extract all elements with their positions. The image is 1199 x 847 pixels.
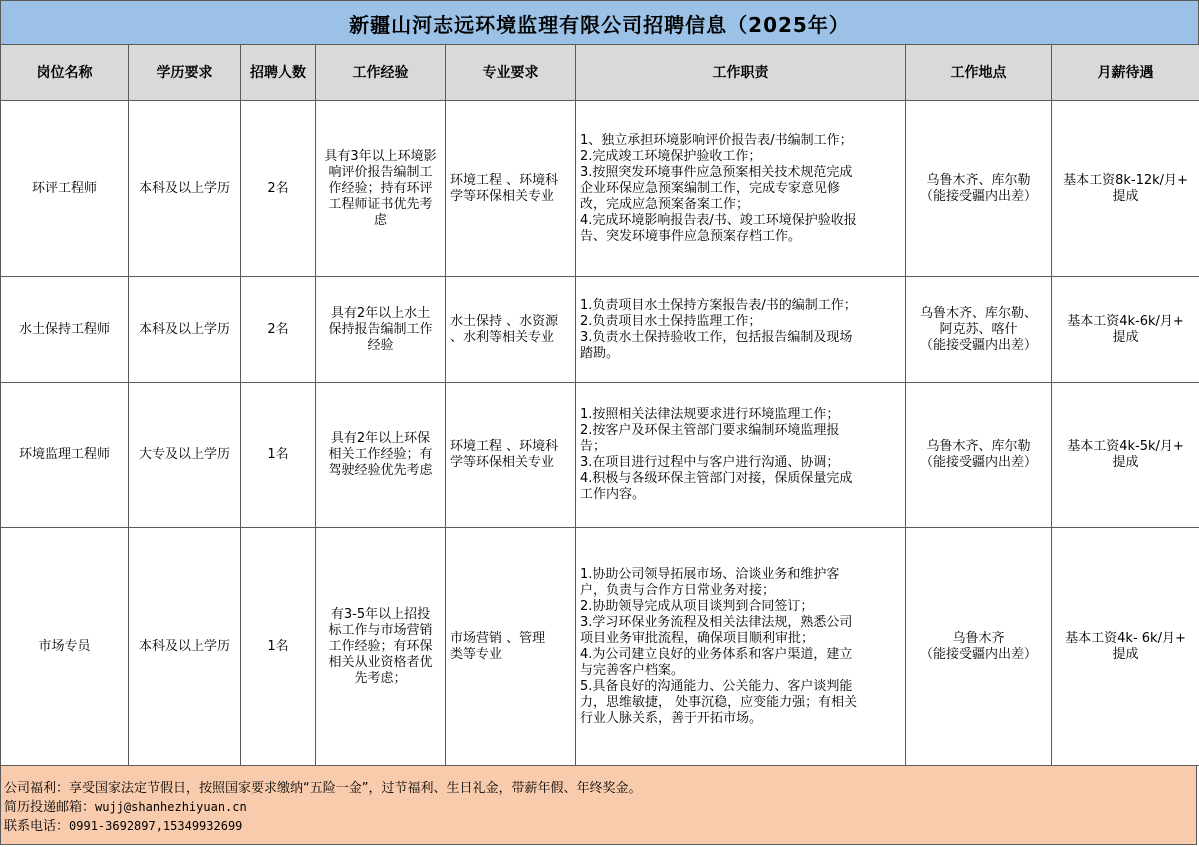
- salary-line: 基本工资8k-12k/月+: [1063, 172, 1188, 188]
- major-requirement-line: 水土保持 、水资源: [450, 313, 559, 329]
- major-requirement: [446, 101, 576, 277]
- work-location-line: （能接受疆内出差）: [919, 646, 1037, 662]
- salary-line: 基本工资4k- 6k/月+: [1065, 630, 1186, 646]
- education-requirement: 本科及以上学历: [129, 277, 241, 383]
- major-requirement-line: 、水利等相关专业: [450, 329, 555, 345]
- job-duties-line: 4.为公司建立良好的业务体系和客户渠道，建立: [580, 646, 853, 662]
- work-location-line: 乌鲁木齐、库尔勒、: [919, 305, 1037, 321]
- job-duties: [576, 528, 906, 766]
- salary-line: 基本工资4k-5k/月+: [1067, 439, 1184, 454]
- major-requirement-line: 环境工程 、环境科: [450, 172, 559, 188]
- experience-requirement-line: 工作经验；有环保: [328, 638, 433, 654]
- job-duties-line: 项目业务审批流程，确保项目顺利审批；: [580, 630, 815, 646]
- major-requirement-line: 市场营销 、管理: [450, 630, 546, 646]
- job-duties-line: 4.积极与各级环保主管部门对接，保质保量完成: [580, 471, 853, 486]
- phone-number: 0991-3692897,15349932699: [69, 819, 243, 833]
- work-location-line: （能接受疆内出差）: [919, 455, 1037, 470]
- salary: [1052, 101, 1199, 277]
- job-duties: [576, 101, 906, 277]
- major-requirement-line: 类等专业: [450, 646, 503, 662]
- education-requirement: 本科及以上学历: [129, 528, 241, 766]
- experience-requirement-line: 工程师证书优先考: [328, 196, 433, 212]
- job-duties-line: 2.按客户及环保主管部门要求编制环境监理报: [580, 423, 840, 438]
- job-duties-line: 企业环保应急预案编制工作，完成专家意见修: [580, 180, 841, 196]
- major-requirement: [446, 277, 576, 383]
- major-requirement: [446, 528, 576, 766]
- education-requirement: 大专及以上学历: [129, 383, 241, 528]
- phone-label: 联系电话：: [4, 819, 70, 834]
- job-duties-line: 与完善客户档案。: [580, 662, 685, 678]
- experience-requirement-line: 具有2年以上环保: [330, 431, 431, 446]
- experience-requirement-line: 作经验；持有环评: [328, 180, 433, 196]
- job-duties-line: 3.在项目进行过程中与客户进行沟通、协调；: [580, 455, 840, 470]
- job-duties: [576, 383, 906, 528]
- experience-requirement-line: 有3-5年以上招投: [330, 606, 431, 622]
- job-duties-line: 3.负责水土保持验收工作，包括报告编制及现场: [580, 329, 853, 345]
- email-line: [4, 798, 1196, 817]
- job-duties-line: 改，完成应急预案备案工作；: [580, 196, 750, 212]
- job-duties-line: 3.学习环保业务流程及相关法律法规，熟悉公司: [580, 614, 853, 630]
- job-duties-line: 1、独立承担环境影响评价报告表/书编制工作；: [580, 132, 853, 148]
- headcount: 2名: [241, 277, 316, 383]
- experience-requirement-line: 保持报告编制工作: [328, 321, 433, 337]
- experience-requirement: [316, 277, 446, 383]
- header-education: 学历要求: [129, 45, 241, 101]
- major-requirement-line: 学等环保相关专业: [450, 455, 555, 470]
- header-location: 工作地点: [906, 45, 1052, 101]
- position-name: 环评工程师: [1, 101, 129, 277]
- experience-requirement-line: 相关从业资格者优: [328, 654, 433, 670]
- header-position: 岗位名称: [1, 45, 129, 101]
- major-requirement: [446, 383, 576, 528]
- salary: [1052, 383, 1199, 528]
- table-row: [1, 101, 1199, 277]
- job-duties-line: 1.负责项目水土保持方案报告表/书的编制工作；: [580, 297, 857, 313]
- experience-requirement-line: 先考虑；: [354, 670, 407, 686]
- headcount: 1名: [241, 383, 316, 528]
- job-duties: [576, 277, 906, 383]
- job-duties-line: 1.协助公司领导拓展市场、洽谈业务和维护客: [580, 566, 840, 582]
- experience-requirement-line: 标工作与市场营销: [328, 622, 433, 638]
- job-duties-line: 2.负责项目水土保持监理工作；: [580, 313, 762, 329]
- job-duties-line: 2.完成竣工环境保护验收工作；: [580, 148, 762, 164]
- work-location-line: 乌鲁木齐、库尔勒: [926, 172, 1031, 188]
- header-row: [1, 45, 1199, 101]
- job-duties-line: 5.具备良好的沟通能力、公关能力、客户谈判能: [580, 678, 853, 694]
- work-location-line: 乌鲁木齐: [952, 630, 1005, 646]
- salary-line: 提成: [1112, 455, 1139, 470]
- work-location-line: （能接受疆内出差）: [919, 188, 1037, 204]
- job-duties-line: 踏勘。: [580, 345, 620, 361]
- headcount: 1名: [241, 528, 316, 766]
- table-row: [1, 528, 1199, 766]
- experience-requirement-line: 具有3年以上环境影: [324, 148, 437, 164]
- salary: [1052, 277, 1199, 383]
- header-duties: 工作职责: [576, 45, 906, 101]
- job-duties-line: 工作内容。: [580, 487, 646, 502]
- work-location: [906, 383, 1052, 528]
- footer-info: [0, 765, 1197, 845]
- experience-requirement: [316, 528, 446, 766]
- headcount: 2名: [241, 101, 316, 277]
- header-salary: 月薪待遇: [1052, 45, 1199, 101]
- experience-requirement-line: 虑: [373, 212, 387, 228]
- email-link[interactable]: wujj@shanhezhiyuan.cn: [95, 800, 247, 814]
- job-duties-line: 4.完成环境影响报告表/书、竣工环境保护验收报: [580, 212, 857, 228]
- position-name: 市场专员: [1, 528, 129, 766]
- job-duties-line: 3.按照突发环境事件应急预案相关技术规范完成: [580, 164, 853, 180]
- salary-line: 提成: [1112, 188, 1139, 204]
- experience-requirement-line: 驾驶经验优先考虑: [328, 463, 433, 478]
- recruitment-table: [0, 44, 1199, 766]
- major-requirement-line: 环境工程 、环境科: [450, 439, 559, 454]
- major-requirement-line: 学等环保相关专业: [450, 188, 555, 204]
- experience-requirement-line: 具有2年以上水土: [330, 305, 431, 321]
- job-duties-line: 1.按照相关法律法规要求进行环境监理工作；: [580, 407, 840, 422]
- work-location-line: 乌鲁木齐、库尔勒: [926, 439, 1031, 454]
- phone-line: [4, 817, 1196, 836]
- position-name: 水土保持工程师: [1, 277, 129, 383]
- table-row: [1, 277, 1199, 383]
- job-duties-line: 力，思维敏捷， 处事沉稳，应变能力强；有相关: [580, 694, 858, 710]
- work-location-line: 阿克苏、喀什: [939, 321, 1018, 337]
- salary-line: 基本工资4k-6k/月+: [1067, 313, 1184, 329]
- experience-requirement-line: 经验: [367, 337, 394, 353]
- experience-requirement-line: 相关工作经验；有: [328, 447, 433, 462]
- position-name: 环境监理工程师: [1, 383, 129, 528]
- email-label: 简历投递邮箱：: [4, 800, 96, 815]
- salary-line: 提成: [1112, 329, 1139, 345]
- job-duties-line: 告；: [580, 439, 607, 454]
- job-duties-line: 告、突发环境事件应急预案存档工作。: [580, 228, 802, 244]
- work-location: [906, 101, 1052, 277]
- work-location-line: （能接受疆内出差）: [919, 337, 1037, 353]
- salary-line: 提成: [1112, 646, 1139, 662]
- experience-requirement: [316, 383, 446, 528]
- job-duties-line: 行业人脉关系，善于开拓市场。: [580, 710, 763, 726]
- benefits-text: 公司福利：享受国家法定节假日，按照国家要求缴纳“五险一金”，过节福利、生日礼金，带薪年假、年终奖金。: [4, 781, 642, 796]
- job-duties-line: 户，负责与合作方日常业务对接；: [580, 582, 776, 598]
- header-experience: 工作经验: [316, 45, 446, 101]
- job-duties-line: 2.协助领导完成从项目谈判到合同签订；: [580, 598, 814, 614]
- header-count: 招聘人数: [241, 45, 316, 101]
- salary: [1052, 528, 1199, 766]
- table-row: [1, 383, 1199, 528]
- experience-requirement-line: 响评价报告编制工: [328, 164, 433, 180]
- work-location: [906, 277, 1052, 383]
- header-major: 专业要求: [446, 45, 576, 101]
- page-title: 新疆山河志远环境监理有限公司招聘信息（2025年）: [0, 0, 1199, 45]
- experience-requirement: [316, 101, 446, 277]
- education-requirement: 本科及以上学历: [129, 101, 241, 277]
- work-location: [906, 528, 1052, 766]
